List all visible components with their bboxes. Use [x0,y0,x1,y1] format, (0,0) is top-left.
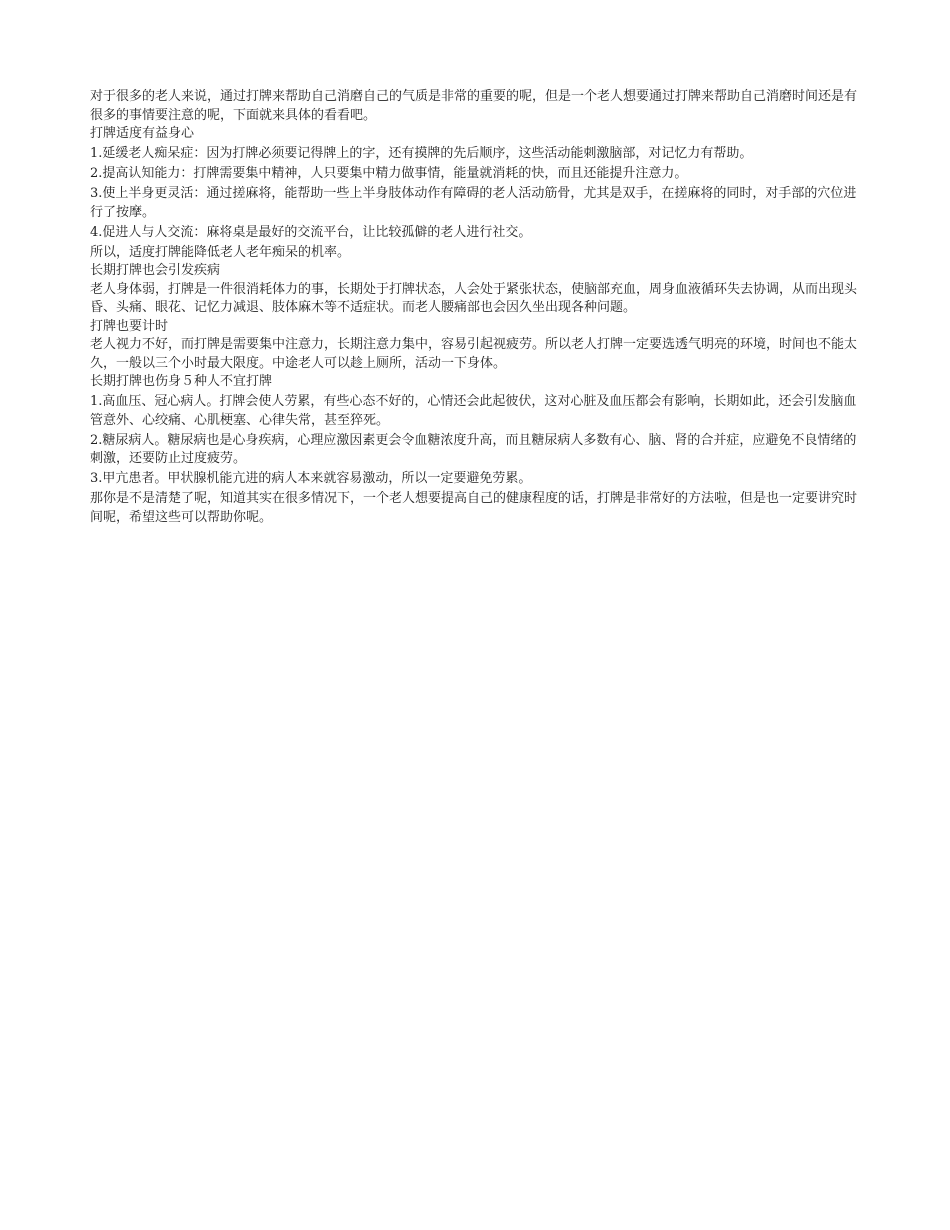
list-item: 1.高血压、冠心病人。打牌会使人劳累，有些心态不好的，心情还会此起彼伏，这对心脏及血压都会有影响，长期如此，还会引发脑血管意外、心绞痛、心肌梗塞、心律失常，甚至猝死。 [90,394,857,428]
intro-paragraph: 对于很多的老人来说，通过打牌来帮助自己消磨自己的气质是非常的重要的呢，但是一个老人想要通过打牌来帮助自己消磨时间还是有很多的事情要注意的呢，下面就来具体的看看吧。 [90,89,858,123]
closing-paragraph: 那你是不是清楚了呢，知道其实在很多情况下，一个老人想要提高自己的健康程度的话，打牌是非常好的方法啦，但是也一定要讲究时间呢，希望这些可以帮助你呢。 [90,491,858,525]
list-item: 4.促进人与人交流：麻将桌是最好的交流平台，让比较孤僻的老人进行社交。 [90,224,532,240]
article-body [90,88,858,527]
list-item: 1.延缓老人痴呆症：因为打牌必须要记得牌上的字，还有摸牌的先后顺序，这些活动能刺激脑部，对记忆力有帮助。 [90,146,753,161]
section-paragraph: 老人身体弱，打牌是一件很消耗体力的事，长期处于打牌状态，人会处于紧张状态，使脑部充血，周身血液循环失去协调，从而出现头昏、头痛、眼花、记忆力减退、肢体麻木等不适症状。而老人腰痛部也会因久坐出现各种问题。 [90,281,858,315]
list-item: 3.甲亢患者。甲状腺机能亢进的病人本来就容易激动，所以一定要避免劳累。 [90,471,532,486]
section-heading-long-term-risk: 长期打牌也会引发疾病 [90,263,221,278]
list-item: 3.使上半身更灵活：通过搓麻将，能帮助一些上半身肢体动作有障碍的老人活动筋骨，尤其是双手，在搓麻将的同时，对手部的穴位进行了按摩。 [90,186,857,220]
section-conclusion: 所以，适度打牌能降低老人老年痴呆的机率。 [90,244,351,260]
section-heading-time-limit: 打牌也要计时 [90,318,169,334]
section-heading-moderate-play: 打牌适度有益身心 [90,126,195,141]
list-item: 2.提高认知能力：打牌需要集中精神，人只要集中精力做事情，能量就消耗的快，而且还能提升注意力。 [90,166,688,181]
section-heading-unsuitable-people: 长期打牌也伤身５种人不宜打牌 [90,374,273,389]
list-item: 2.糖尿病人。糖尿病也是心身疾病，心理应激因素更会令血糖浓度升高，而且糖尿病人多数有心、脑、肾的合并症，应避免不良情绪的刺激，还要防止过度疲劳。 [90,432,857,466]
section-paragraph: 老人视力不好，而打牌是需要集中注意力，长期注意力集中，容易引起视疲劳。所以老人打牌一定要选透气明亮的环境，时间也不能太久，一般以三个小时最大限度。中途老人可以趁上厕所，活动一下身体。 [90,337,858,371]
